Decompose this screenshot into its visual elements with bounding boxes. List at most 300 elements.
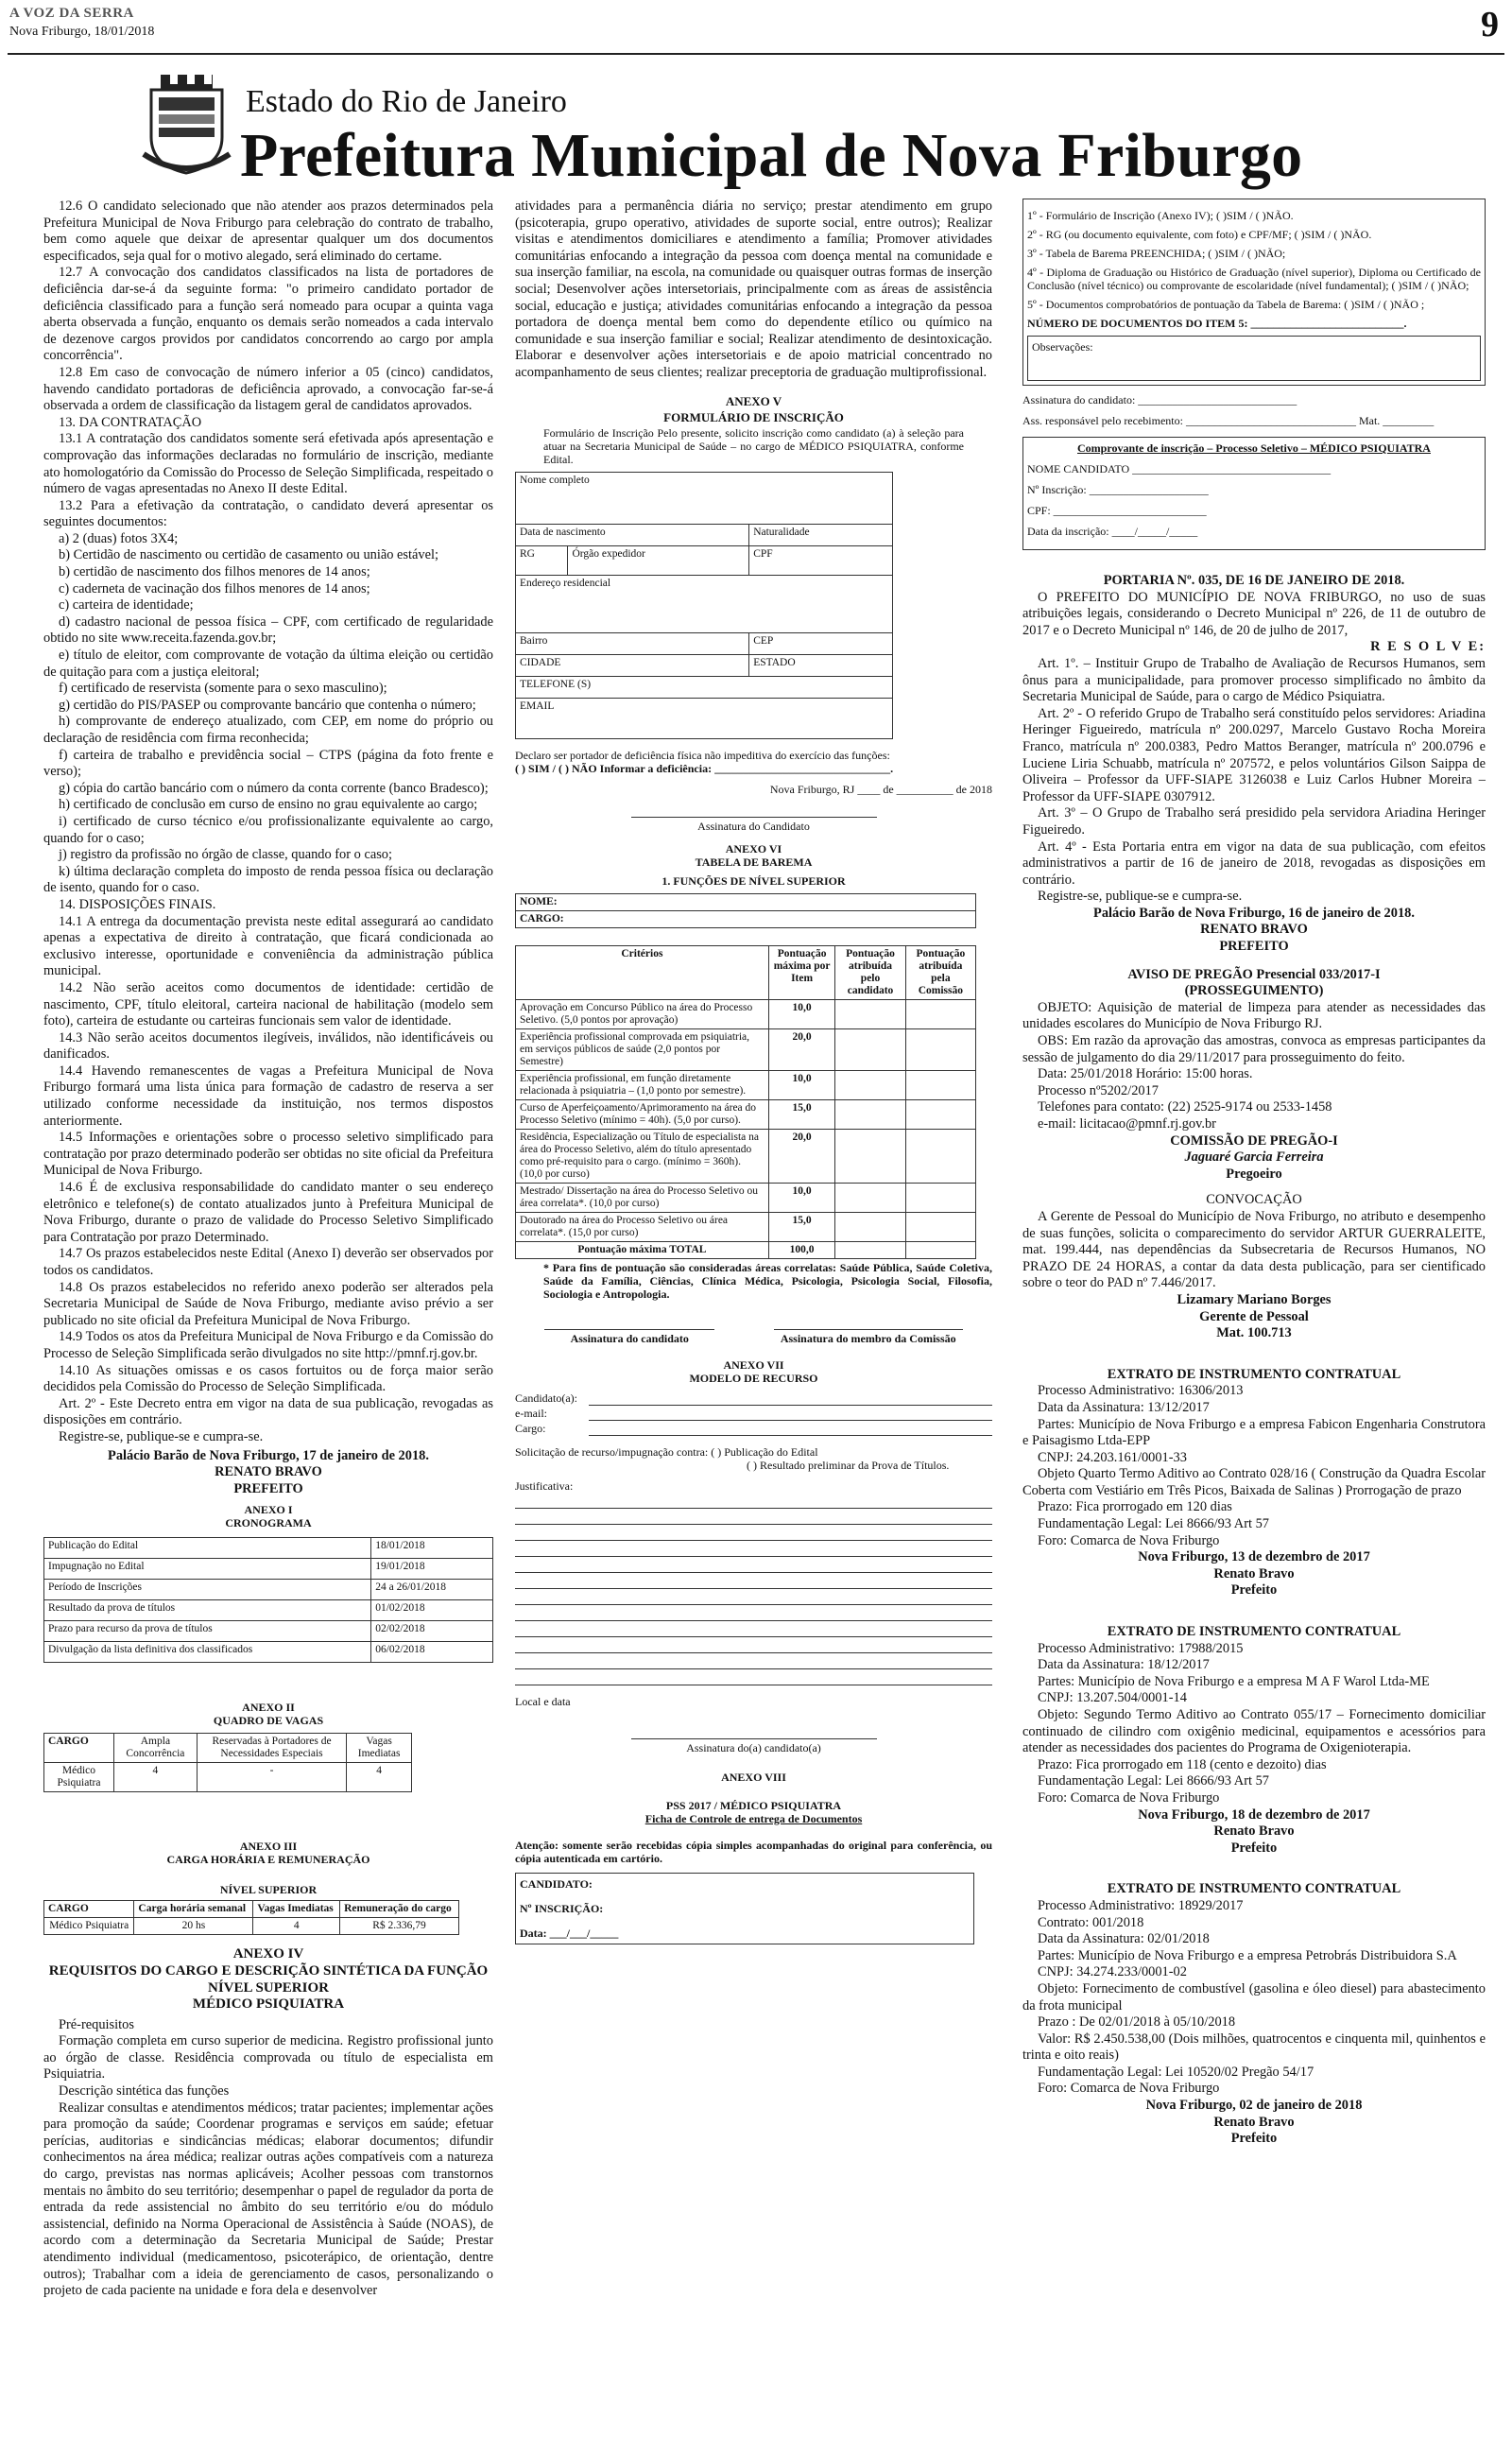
paragraph: Prazo: Fica prorrogado em 120 dias [1038,1499,1232,1515]
table-cell: 06/02/2018 [371,1642,493,1663]
recurso-fields [515,1391,992,1436]
signer-title: Prefeito [1230,1840,1278,1856]
table-header-cell: Vagas Imediatas [253,1901,340,1918]
comprovante-field: CPF: ___________________________ [1027,504,1207,517]
field-label: Cargo: [515,1422,546,1436]
table-cell [835,1071,905,1100]
cronograma-table [43,1537,493,1663]
portaria-text [1022,590,1486,906]
paragraph: OBS: Em razão da aprovação das amostras, convoca as empresas participantes da sessão de julgamento do dia 29/11/2017 para prosseguimento do feito. [1022,1033,1486,1065]
checklist-item: NÚMERO DE DOCUMENTOS DO ITEM 5: ___________________________. [1027,317,1407,330]
table-row [44,1580,493,1600]
paragraph: 14.10 As situações omissas e os casos fortuitos ou de força maior serão decididos pela Comissão do Processo de Seleção Simplificada. [43,1362,493,1395]
portaria-title: PORTARIA Nº. 035, DE 16 DE JANEIRO DE 2018. [1103,573,1405,588]
blank-line [515,1557,992,1573]
paragraph: e-mail: licitacao@pmnf.rj.gov.br [1038,1116,1216,1132]
field-line [589,1406,992,1421]
justificativa-label: Justificativa: [515,1479,574,1494]
signature-place-date: Palácio Barão de Nova Friburgo, 16 de janeiro de 2018. [1093,905,1415,921]
comprovante-field: NOME CANDIDATO ___________________________________ [1027,462,1332,475]
table-cell: Residência, Especialização ou Título de especialista na área do Processo Seletivo, além do título apresentado como pré-requisito para o cargo. (mínimo = 360h). (10,0 por curso) [516,1130,769,1184]
blank-line [515,1573,992,1589]
table-cell [835,1242,905,1259]
paragraph: Art. 3º – O Grupo de Trabalho será presidido pela servidora Ariadina Heringer Figueiredo. [1022,805,1486,838]
edition-date: Nova Friburgo, 18/01/2018 [9,25,155,39]
signer-name: Renato Bravo [1213,2114,1295,2130]
table-header-cell: Vagas Imediatas [347,1734,412,1763]
ficha-box [515,1873,974,1944]
checklist-item: 3º - Tabela de Barema PREENCHIDA; ( )SIM / ( )NÃO; [1027,247,1286,260]
page-title: Prefeitura Municipal de Nova Friburgo [240,121,1303,190]
paragraph: Fundamentação Legal: Lei 8666/93 Art 57 [1038,1516,1269,1532]
paragraph: Contrato: 001/2018 [1038,1914,1144,1930]
attention-note: Atenção: somente serão recebidas cópia simples acompanhadas do original para conferência, ou cópia autenticada em cartório. [515,1838,992,1865]
table-cell: 10,0 [768,1184,834,1213]
form-field-label: EMAIL [516,698,893,738]
paragraph: Foro: Comarca de Nova Friburgo [1038,1789,1220,1806]
blank-line [515,1653,992,1669]
paragraph: i) certificado de curso técnico e/ou profissionalizante equivalente ao cargo, quando for o caso; [43,813,493,846]
checklist-item: 2º - RG (ou documento equivalente, com foto) e CPF/MF; ( )SIM / ( )NÃO. [1027,228,1372,241]
form-field-label: TELEFONE (S) [516,676,893,698]
table-cell [905,1071,975,1100]
extrato-title: EXTRATO DE INSTRUMENTO CONTRATUAL [1107,1881,1401,1897]
decree-signature [43,1448,493,1498]
table-header-cell: Pontuação atribuída pela Comissão [905,946,975,1000]
form-field-label: RG [516,545,568,575]
table-header-cell: Critérios [516,946,769,1000]
recurso-field [515,1421,992,1436]
anexo-subheading: 1. FUNÇÕES DE NÍVEL SUPERIOR [662,874,846,889]
blank-line [515,1589,992,1605]
aviso-subtitle: (PROSSEGUIMENTO) [1184,983,1324,999]
table-cell: Mestrado/ Dissertação na área do Processo Seletivo ou área correlata*. (10,0 por curso) [516,1184,769,1213]
anexo-subheading: NÍVEL SUPERIOR [208,1979,329,1996]
carga-table [43,1900,459,1935]
field-label: Candidato(a): [515,1391,577,1406]
form-field-label: Data de nascimento [516,524,749,545]
signer-name: Renato Bravo [1213,1565,1295,1581]
form-field-label: Nome completo [516,472,893,524]
table-cell: 4 [113,1763,197,1792]
blank-line [515,1509,992,1525]
checklist [1027,209,1481,330]
signature-line: Ass. responsável pelo recebimento: ______________________________ Mat. _________ [1022,414,1435,427]
table-cell: Aprovação em Concurso Público na área do Processo Seletivo. (5,0 pontos por aprovação) [516,1000,769,1029]
paragraph: Partes: Município de Nova Friburgo e a empresa M A F Warol Ltda-ME [1038,1673,1430,1689]
paragraph: b) Certidão de nascimento ou certidão de casamento ou união estável; [59,547,438,563]
paragraph: 12.6 O candidato selecionado que não atender aos prazos determinados pela Prefeitura Municipal de Nova Friburgo para celebração do contrato de trabalho, bem como aquele que deixar de apresentar qualquer um dos documentos especificados, seja qual for o motivo alegado, será eliminado do certame. [43,199,493,264]
paragraph: Data da Assinatura: 13/12/2017 [1038,1399,1210,1415]
table-cell: 20,0 [768,1130,834,1184]
paragraph: Objeto Quarto Termo Aditivo ao Contrato 028/16 ( Construção da Quadra Escolar Coberta com Vestiário em Três Picos, Baixada de Salinas ) Prorrogação de prazo [1022,1466,1486,1498]
paragraph: 12.7 A convocação dos candidatos classificados na lista de portadores de deficiência dar-se-á da seguinte forma: "o primeiro candidato portador de deficiência classificado para a função será nomeado para ocupar a quinta vaga aberta observada a função, enquanto os demais serão nomeados a cada intervalo de dezenove cargos providos por candidatos concorrendo ao cargo por ampla concorrência". [43,265,493,364]
paragraph: 14.9 Todos os atos da Prefeitura Municipal de Nova Friburgo e da Comissão do Processo de Seleção Simplificada serão divulgados no site http://pmnf.rj.gov.br. [43,1329,493,1361]
column-3 [1022,199,1486,2148]
extrato-title: EXTRATO DE INSTRUMENTO CONTRATUAL [1107,1624,1401,1640]
form-intro: Formulário de Inscrição Pelo presente, solicito inscrição como candidato (a) à seleção para atuar na Secretaria Municipal de Saúde – no cargo de MÉDICO PSIQUIATRA, conforme Edital. [543,425,964,466]
page-number: 9 [1481,5,1499,44]
anexo-heading: ANEXO VII [723,1358,784,1373]
paragraph: Descrição sintética das funções [59,2083,230,2100]
paragraph: 14.1 A entrega da documentação prevista neste edital assegurará ao candidato apenas a expectativa de direito à contratação, que ficará condicionada ao exclusivo interesse, oportunidade e conveniência da administração pública municipal. [43,913,493,979]
vagas-table [43,1733,412,1792]
form-field-label: Endereço residencial [516,575,893,632]
signature-place-date: Nova Friburgo, 02 de janeiro de 2018 [1145,2098,1363,2114]
paragraph: Fundamentação Legal: Lei 10520/02 Pregão 54/17 [1038,2064,1314,2080]
table-cell [905,1100,975,1130]
paragraph: Art. 4º - Esta Portaria entra em vigor na data de sua publicação, com efeitos administrativos a partir de 16 de janeiro de 2018, revogadas as disposições em contrário. [1022,838,1486,888]
table-cell: Médico Psiquiatra [44,1763,114,1792]
inscription-form [515,472,893,739]
observations-box [1027,336,1481,381]
recurso-field [515,1391,992,1406]
blank-line [515,1669,992,1685]
table-cell [905,1029,975,1071]
anexo-heading: ANEXO I [244,1503,293,1517]
table-row [516,1029,976,1071]
signer-title: PREFEITO [233,1480,303,1496]
barema-table [515,945,976,1259]
table-row [44,1642,493,1663]
signature-place-date: Palácio Barão de Nova Friburgo, 17 de janeiro de 2018. [108,1447,429,1463]
table-cell: 10,0 [768,1071,834,1100]
paragraph: 14. DISPOSIÇÕES FINAIS. [59,896,216,912]
paragraph: Processo Administrativo: 16306/2013 [1038,1383,1244,1399]
blank-line [515,1605,992,1621]
signer-registration: Mat. 100.713 [1216,1325,1292,1341]
paragraph: OBJETO: Aquisição de material de limpeza para atender as necessidades das unidades escolares do Município de Nova Friburgo RJ. [1022,999,1486,1032]
signer-name: Jaguaré Garcia Ferreira [1184,1149,1324,1166]
signer-title: PREFEITO [1219,939,1289,955]
table-cell: Prazo para recurso da prova de títulos [44,1621,371,1642]
table-header-cell: CARGO [44,1901,134,1918]
table-cell: 4 [253,1918,340,1935]
table-cell: 18/01/2018 [371,1538,493,1559]
anexo-subheading: QUADRO DE VAGAS [213,1714,324,1728]
paragraph: Telefones para contato: (22) 2525-9174 ou 2533-1458 [1038,1099,1332,1115]
table-cell: 15,0 [768,1213,834,1242]
table-cell [905,1130,975,1184]
signer-name: Lizamary Mariano Borges [1177,1291,1332,1307]
observations-label: Observações: [1032,340,1093,354]
justificativa-lines [515,1493,992,1685]
table-cell: Publicação do Edital [44,1538,371,1559]
signer-title: Prefeito [1230,2131,1278,2147]
form-field-label: CIDADE [516,654,749,676]
table-cell: Período de Inscrições [44,1580,371,1600]
signer-name: RENATO BRAVO [1200,922,1308,938]
blank-line [515,1541,992,1557]
signer-name: RENATO BRAVO [215,1464,322,1480]
paragraph: f) carteira de trabalho e previdência social – CTPS (página da foto frente e verso); [43,747,493,780]
table-cell: 20 hs [134,1918,253,1935]
declaration-text: Declaro ser portador de deficiência física não impeditiva do exercício das funções: [515,748,890,762]
total-label: Pontuação máxima TOTAL [516,1242,769,1259]
anexo-subheading: MODELO DE RECURSO [689,1372,818,1386]
table-row [44,1621,493,1642]
table-row [44,1559,493,1580]
paragraph: Art. 1º. – Instituir Grupo de Trabalho de Avaliação de Recursos Humanos, sem ônus para a municipalidade, para promover processo simplificado no âmbito da Secretaria Municipal de Saúde, para o cargo de Médico Psiquiatra. [1022,655,1486,705]
paragraph: O PREFEITO DO MUNICÍPIO DE NOVA FRIBURGO, no uso de suas atribuições legais, considerando o Decreto Municipal nº 226, de 11 de outubro de 2017 e o Decreto Municipal nº 146, de 20 de julho de 2017, [1022,589,1486,638]
column-2 [515,199,992,1944]
form-field-label: Órgão expedidor [568,545,749,575]
paragraph: Partes: Município de Nova Friburgo e a empresa Fabicon Engenharia Construtora e Paisagismo Ltda-EPP [1022,1416,1486,1449]
table-cell: Médico Psiquiatra [44,1918,134,1935]
table-header-cell: Remuneração do cargo [340,1901,459,1918]
paragraph: 14.2 Não serão aceitos como documentos de identidade: certidão de nascimento, CPF, título eleitoral, carteira nacional de habilitação (modelo sem foto), carteira de estudante ou carteiras funcionais sem valor de identidade. [43,979,493,1029]
paragraph: Foro: Comarca de Nova Friburgo [1038,1532,1220,1548]
masthead [142,71,1370,190]
table-cell: 19/01/2018 [371,1559,493,1580]
table-cell [835,1184,905,1213]
paragraph: e) título de eleitor, com comprovante de votação da última eleição ou certidão de quitação para com a justiça eleitoral; [43,648,493,680]
form-field-label: CEP [749,632,893,654]
table-cell [905,1184,975,1213]
form-field-label: Naturalidade [749,524,893,545]
barema-note: * Para fins de pontuação são consideradas áreas correlatas: Saúde Pública, Saúde Coletiva, Saúde da Família, Ciências, Clínica Médica, Psicologia, Psicologia Social, Filosofia, Sociologia e Antropologia. [543,1261,992,1302]
signature-line: Assinatura do candidato [544,1329,714,1345]
table-cell [835,1100,905,1130]
table-cell: 15,0 [768,1100,834,1130]
table-cell: Impugnação no Edital [44,1559,371,1580]
deficiency-option: ( ) SIM / ( ) NÃO Informar a deficiência: _______________________________. [515,761,894,775]
form-field-label: CPF [749,545,893,575]
table-cell: Divulgação da lista definitiva dos classificados [44,1642,371,1663]
ficha-field: Data: ___/___/_____ [520,1926,619,1940]
anexo-subheading: PSS 2017 / MÉDICO PSIQUIATRA [665,1798,842,1812]
anexo-subheading: CRONOGRAMA [225,1516,312,1530]
field-line [589,1391,992,1406]
paragraph: h) comprovante de endereço atualizado, com CEP, em nome do próprio ou declaração de residência com firma reconhecida; [43,714,493,746]
table-header-cell: CARGO [44,1734,114,1763]
recurso-option: ( ) Resultado preliminar da Prova de Títulos. [747,1459,950,1473]
checklist-item: 5º - Documentos comprobatórios de pontuação da Tabela de Barema: ( )SIM / ( )NÃO ; [1027,298,1425,311]
signature-line: Assinatura do membro da Comissão [774,1329,963,1345]
blank-line [515,1493,992,1509]
paragraph: 14.5 Informações e orientações sobre o processo seletivo simplificado para contratação por prazo determinado poderão ser obtidas no site oficial da Prefeitura Municipal de Nova Friburgo. [43,1130,493,1179]
newspaper-header [8,4,1504,55]
paragraph: Processo Administrativo: 17988/2015 [1038,1640,1244,1656]
anexo-heading: ANEXO IV [232,1946,304,1962]
state-name: Estado do Rio de Janeiro [246,84,567,119]
paragraph: c) carteira de identidade; [59,597,194,614]
comprovante-field: Nº Inscrição: _____________________ [1027,483,1209,496]
paragraph: h) certificado de conclusão em curso de ensino no grau equivalente ao cargo; [59,797,478,813]
paragraph: 14.7 Os prazos estabelecidos neste Edital (Anexo I) deverão ser observados por todos os candidatos. [43,1246,493,1278]
place-date-label: Local e data [515,1695,571,1709]
paragraph: Prazo: Fica prorrogado em 118 (cento e dezoito) dias [1038,1756,1327,1772]
publication-name: A VOZ DA SERRA [9,6,134,21]
anexo-heading: ANEXO III [239,1840,298,1854]
paragraph: 12.8 Em caso de convocação de número inferior a 05 (cinco) candidatos, havendo candidato portadoras de deficiência aprovado, a convocação far-se-á observada a ordem de classificação da listagem geral de candidatos aprovados. [43,364,493,414]
blank-line [515,1637,992,1653]
anexo-subheading: CARGA HORÁRIA E REMUNERAÇÃO [166,1853,370,1867]
paragraph: R E S O L V E: [1370,639,1486,655]
paragraph: j) registro da profissão no órgão de classe, quando for o caso; [59,847,393,863]
convocacao-text: A Gerente de Pessoal do Município de Nova Friburgo, no atributo e desempenho de suas funções, solicita o comparecimento do servidor ARTUR GUERRALEITE, mat. 199.444, nas dependências da Subsecretaria de Recursos Humanos, NO PRAZO DE 24 HORAS, a contar da data desta publicação, para ser cientificado sobre o teor do PAD nº 7.446/2017. [1022,1208,1486,1291]
edital-text [43,199,493,1446]
table-header-cell: Ampla Concorrência [113,1734,197,1763]
paragraph: Pré-requisitos [59,2016,134,2032]
paragraph: 14.8 Os prazos estabelecidos no referido anexo poderão ser alterados pela Secretaria Municipal de Saúde de Nova Friburgo, mediante aviso prévio a ser publicado no site oficial da Prefeitura Municipal de Nova Friburgo. [43,1279,493,1328]
table-cell [835,1130,905,1184]
table-cell [905,1242,975,1259]
table-row [516,1130,976,1184]
paragraph: f) certificado de reservista (somente para o sexo masculino); [59,681,387,697]
paragraph: d) cadastro nacional de pessoa física – CPF, com certificado de regularidade obtido no site www.receita.fazenda.gov.br; [43,614,493,647]
anexo-subheading: FORMULÁRIO DE INSCRIÇÃO [663,410,844,425]
extrato-block [1022,1881,1486,2148]
table-header-cell: Carga horária semanal [134,1901,253,1918]
paragraph: CNPJ: 13.207.504/0001-14 [1038,1690,1187,1706]
table-cell: 24 a 26/01/2018 [371,1580,493,1600]
form-field-label: NOME: [516,894,976,911]
signature-line: Assinatura do Candidato [631,817,877,833]
comprovante-title: Comprovante de inscrição – Processo Seletivo – MÉDICO PSIQUIATRA [1077,441,1431,455]
blank-line [515,1525,992,1541]
anexo4-continuation: atividades para a permanência diária no serviço; prestar atendimento em grupo (psicoterapia, grupo operativo, atividades de suporte social, entre outros); Realizar visitas e atendimentos domiciliares e atendimento a família; Promover atividades comunitárias enfocando a integração da pessoa com doença mental na comunidade e sua inserção familiar, na escola, na comunidade ou quaisquer outras formas de inserção social; Desenvolver ações intersetoriais, principalmente com as áreas de assistência social, educação e justiça; atividades comunitárias enfocando a integração da pessoa portadora de doença mental bem como do dependente etílico ou químico na comunidade e sua inserção familiar e social; Realizar atendimento de desintoxicação. Elaborar e desenvolver ações intersetoriais e de apoio matricial concentrado no acompanhamento de seus clientes; realizar preceptoria de graduação multiprofissional. [515,199,992,380]
barema-name-box [515,893,976,928]
anexo-subheading: REQUISITOS DO CARGO E DESCRIÇÃO SINTÉTICA DA FUNÇÃO [48,1962,489,1979]
table-cell [835,1000,905,1029]
signer-title: Gerente de Pessoal [1199,1308,1309,1324]
table-cell: 20,0 [768,1029,834,1071]
total-value: 100,0 [768,1242,834,1259]
signature-place-date: Nova Friburgo, 18 de dezembro de 2017 [1138,1806,1370,1823]
paragraph: Objeto: Segundo Termo Aditivo ao Contrato 055/17 – Fornecimento domiciliar continuado de cilindro com oxigênio medicinal, equipamentos e acessórios para atender as necessidades dos pacientes do Programa de Oxigenioterapia. [1022,1707,1486,1756]
paragraph: Data da Assinatura: 02/01/2018 [1038,1931,1210,1947]
table-row [516,1213,976,1242]
anexo-subheading: Ficha de Controle de entrega de Documentos [644,1811,863,1825]
paragraph: Foro: Comarca de Nova Friburgo [1038,2081,1220,2097]
paragraph: 13. DA CONTRATAÇÃO [59,414,202,430]
table-cell: Experiência profissional, em função diretamente relacionada à psiquiatria – (1,0 ponto por semestre). [516,1071,769,1100]
paragraph: 14.6 É de exclusiva responsabilidade do candidato manter o seu endereço eletrônico e telefone(s) de contato atualizados junto à Prefeitura Municipal de Nova Friburgo, durante o prazo de validade do Processo Seletivo Simplificado para Contratação por prazo Determinado. [43,1180,493,1245]
paragraph: 14.3 Não serão aceitos documentos ilegíveis, inválidos, não identificáveis ou danificados. [43,1029,493,1063]
aviso-text [1022,1000,1486,1133]
extrato-title: EXTRATO DE INSTRUMENTO CONTRATUAL [1107,1366,1401,1382]
paragraph: Data: 25/01/2018 Horário: 15:00 horas. [1038,1066,1253,1082]
checklist-item: 4º - Diploma de Graduação ou Histórico de Graduação (nível superior), Diploma ou Certificado de Conclusão (nível técnico) ou comprovante de escolaridade (nível fundamental); ( )SIM / ( )NÃO; [1027,266,1481,292]
convocacao-title: CONVOCAÇÃO [1206,1192,1302,1208]
paragraph: Registre-se, publique-se e cumpra-se. [1038,889,1243,905]
comprovante-box [1022,437,1486,550]
table-row [44,1538,493,1559]
paragraph: Valor: R$ 2.450.538,00 (Dois milhões, quatrocentos e cinquenta mil, quinhentos e trinta e oito reais) [1022,2031,1486,2064]
signature-line: Assinatura do(a) candidato(a) [631,1738,877,1754]
table-cell: Doutorado na área do Processo Seletivo ou área correlata*. (15,0 por curso) [516,1213,769,1242]
extratos [1022,1367,1486,2148]
place-date-line: Nova Friburgo, RJ ____ de __________ de 2018 [769,782,992,796]
paragraph: Processo nº5202/2017 [1038,1082,1159,1098]
paragraph: Objeto: Fornecimento de combustível (gasolina e óleo diesel) para abastecimento da frota municipal [1022,1980,1486,2013]
paragraph: 13.2 Para a efetivação da contratação, o candidato deverá apresentar os seguintes documentos: [43,497,493,530]
paragraph: g) certidão do PIS/PASEP ou comprovante bancário que contenha o número; [59,697,476,713]
table-row [516,1184,976,1213]
paragraph: Partes: Município de Nova Friburgo e a empresa Petrobrás Distribuidora S.A [1038,1947,1457,1963]
signer-name: Renato Bravo [1213,1823,1295,1840]
table-header-cell: Pontuação atribuída pelo candidato [835,946,905,1000]
table-row [516,1071,976,1100]
table-cell: Experiência profissional comprovada em psiquiatria, em serviços públicos de saúde (2,0 pontos por Semestre) [516,1029,769,1071]
municipal-crest-icon [142,71,232,175]
paragraph: Fundamentação Legal: Lei 8666/93 Art 57 [1038,1773,1269,1789]
checklist-item: 1º - Formulário de Inscrição (Anexo IV); ( )SIM / ( )NÃO. [1027,209,1294,222]
table-header-cell: Reservadas à Portadores de Necessidades Especiais [197,1734,346,1763]
table-cell: 02/02/2018 [371,1621,493,1642]
table-cell [835,1029,905,1071]
table-cell: 01/02/2018 [371,1600,493,1621]
paragraph: 14.4 Havendo remanescentes de vagas a Prefeitura Municipal de Nova Friburgo formará uma lista única para formação de cadastro de reserva a ser utilizado conforme necessidade da instituição, nos termos dispostos anteriormente. [43,1063,493,1129]
table-row [44,1600,493,1621]
table-header-cell: Pontuação máxima por Item [768,946,834,1000]
anexo-subheading: TABELA DE BAREMA [695,855,813,870]
paragraph: Formação completa em curso superior de medicina. Registro profissional junto ao órgão de classe. Residência comprovada ou título de especialista em Psiquiatria. [43,2033,493,2082]
paragraph: CNPJ: 24.203.161/0001-33 [1038,1449,1187,1465]
paragraph: Realizar consultas e atendimentos médicos; tratar pacientes; implementar ações para promoção da saúde; Coordenar programas e serviços em saúde; efetuar perícias, auditorias e sindicâncias médicas; elaborar documentos; difundir conhecimentos na área médica; realizar outras ações compatíveis com a natureza do cargo, previstas nas normas aplicáveis; Acolher pessoas com transtornos mentais no âmbito do seu território; desempenhar o papel de regulador da porta de entrada da rede assistencial no âmbito do seu território e/ou do módulo assistencial, definido na Norma Operacional de Assistência à Saúde (NOAS), de acordo com a determinação da Secretaria Municipal de Saúde; Prestar atendimento individual (medicamentoso, psicoterápico, de orientação, dentre outros); Trabalhar com a ideia de gerenciamento de casos, personalizando o projeto de cada paciente na unidade e fora dela e desenvolver [43,2100,493,2299]
signer-title: Prefeito [1230,1582,1278,1599]
paragraph: Data da Assinatura: 18/12/2017 [1038,1657,1210,1673]
comprovante-field: Data da inscrição: ____/_____/_____ [1027,525,1198,538]
committee-name: COMISSÃO DE PREGÃO-I [1170,1132,1338,1149]
ficha-field: Nº INSCRIÇÃO: [520,1901,604,1915]
paragraph: Processo Administrativo: 18929/2017 [1038,1897,1244,1913]
form-field-label: ESTADO [749,654,893,676]
comprovante-fields [1027,462,1481,538]
ficha-field: CANDIDATO: [520,1876,593,1891]
field-line [589,1421,992,1436]
paragraph: b) certidão de nascimento dos filhos menores de 14 anos; [59,564,370,580]
paragraph: Art. 2º - Este Decreto entra em vigor na data de sua publicação, revogadas as disposições em contrário. [43,1395,493,1428]
table-cell: 10,0 [768,1000,834,1029]
table-cell [905,1000,975,1029]
anexo-heading: ANEXO VI [725,842,782,856]
paragraph: Prazo : De 02/01/2018 à 05/10/2018 [1038,2014,1236,2031]
aviso-title: AVISO DE PREGÃO Presencial 033/2017-I [1127,966,1381,982]
anexo-subheading: NÍVEL SUPERIOR [219,1883,318,1897]
table-row [516,1000,976,1029]
paragraph: 13.1 A contratação dos candidatos somente será efetivada após apresentação e comprovação das informações declaradas no formulário de inscrição, mediante ato homologatório da Comissão do Processo de Seleção Simplificada, respeitado o número de vagas apresentadas no Anexo II deste Edital. [43,431,493,497]
paragraph: Registre-se, publique-se e cumpra-se. [59,1428,264,1444]
extrato-block [1022,1367,1486,1599]
table-cell: R$ 2.336,79 [340,1918,459,1935]
anexo-heading: ANEXO V [725,393,782,408]
table-cell [905,1213,975,1242]
recurso-request: Solicitação de recurso/impugnação contra: ( ) Publicação do Edital [515,1445,818,1460]
paragraph: k) última declaração completa do imposto de renda pessoa física ou declaração de isento, quando for o caso. [43,863,493,896]
table-cell: - [197,1763,346,1792]
blank-line [515,1621,992,1637]
extrato-block [1022,1624,1486,1857]
anexo-heading: ANEXO VIII [721,1770,786,1784]
table-cell: Resultado da prova de títulos [44,1600,371,1621]
table-cell: 4 [347,1763,412,1792]
form-field-label: Bairro [516,632,749,654]
anexo-subheading: MÉDICO PSIQUIATRA [192,1996,345,2013]
anexo4-text [43,2017,493,2300]
paragraph: CNPJ: 34.274.233/0001-02 [1038,1964,1187,1980]
paragraph: Art. 2º - O referido Grupo de Trabalho será constituído pelos servidores: Ariadina Heringer Figueiredo, matrícula nº 200.0297, Marcelo Gustavo Rocha Moreira Franco, matrícula nº 200.0383, Pedro Mattos Beranger, matrícula nº 200.0796 e Luciene Liria Schuabb, matrícula nº 207572, e pelos voluntários Gilson Saippa de Oliveira – Professor da UFF-SIAPE 3126038 e Luiz Carlos Hubner Moreira – Professor da UFF-SIAPE 0307912. [1022,705,1486,804]
table-row [516,1100,976,1130]
paragraph: g) cópia do cartão bancário com o número da conta corrente (banco Bradesco); [59,780,489,796]
table-cell: Curso de Aperfeiçoamento/Aprimoramento na área do Processo Seletivo (mínimo = 40h). (5,0 por curso). [516,1100,769,1130]
paragraph: c) caderneta de vacinação dos filhos menores de 14 anos; [59,580,370,596]
signature-line: Assinatura do candidato: ____________________________ [1022,393,1297,406]
anexo-heading: ANEXO II [242,1701,295,1715]
table-cell [835,1213,905,1242]
form-field-label: CARGO: [516,911,976,928]
